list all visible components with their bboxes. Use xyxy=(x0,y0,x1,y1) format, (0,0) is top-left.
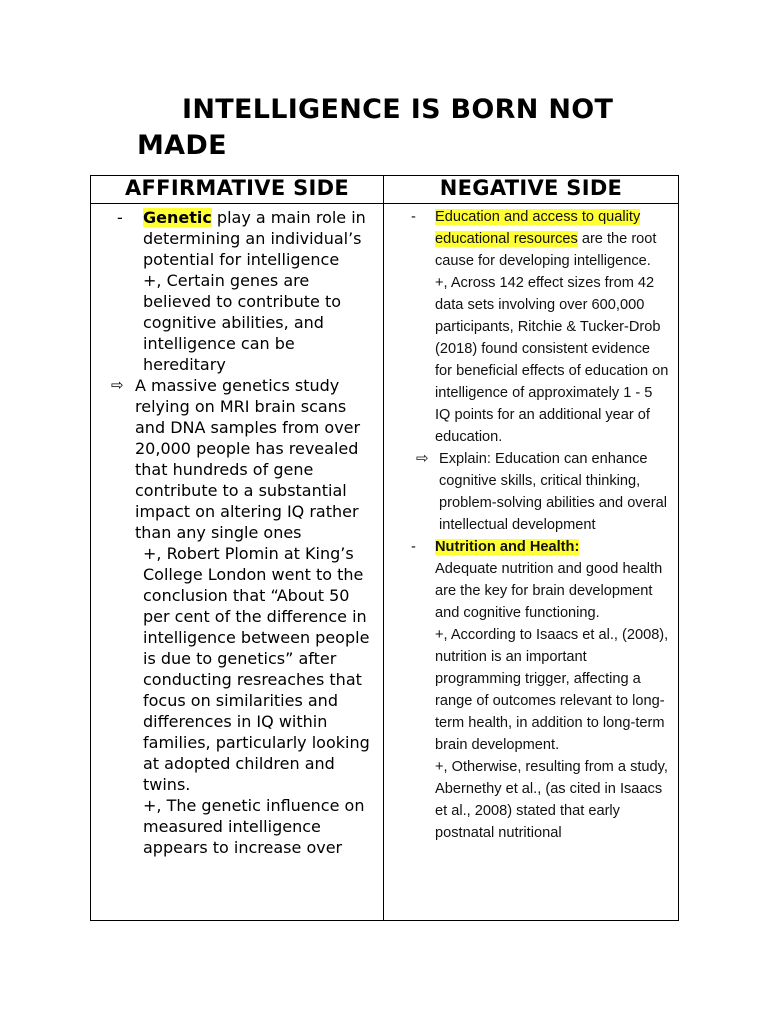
negative-bullet-nutrition xyxy=(384,536,678,558)
explain-text: Explain: Education can enhance cognitive skills, critical thinking, problem-solving abilities and overal intellectual development xyxy=(439,451,667,533)
affirmative-header: AFFIRMATIVE SIDE xyxy=(91,176,384,204)
negative-abernethy-point: +, Otherwise, resulting from a study, Abernethy et al., (as cited in Isaacs et al., 2008) stated that early postnatal nutritional xyxy=(435,759,668,841)
arrow-icon: ⇨ xyxy=(416,450,429,467)
table-header-row xyxy=(91,176,679,204)
dash-marker: - xyxy=(117,208,123,227)
negative-header: NEGATIVE SIDE xyxy=(384,176,679,204)
dash-marker: - xyxy=(411,209,416,225)
negative-cell xyxy=(384,204,679,921)
negative-bullet-education xyxy=(384,204,678,272)
affirmative-plomin-point: +, Robert Plomin at King’s College London went to the conclusion that “About 50 per cent of the difference in intelligence between people is due to genetics” after conducting resreaches that focus on similarities and differences in IQ within families, particularly looking at adopted children and twins. xyxy=(143,544,370,794)
genetic-highlight: Genetic xyxy=(143,208,212,227)
table-body-row xyxy=(91,204,679,921)
affirmative-bullet-genetic xyxy=(91,204,383,270)
genetic-text: play a main role in determining an individual’s potential for intelligence xyxy=(143,208,366,269)
affirmative-genetics-study xyxy=(91,375,383,543)
dash-marker: - xyxy=(411,539,416,555)
arrow-icon: ⇨ xyxy=(111,376,124,394)
education-highlight: Education and access to quality educational resources xyxy=(435,209,641,247)
negative-isaacs-point: +, According to Isaacs et al., (2008), nutrition is an important programming trigger, affecting a range of outcomes relevant to long-term health, in addition to long-term brain development. xyxy=(435,627,669,753)
affirmative-cell xyxy=(91,204,384,921)
negative-education-detail: +, Across 142 effect sizes from 42 data sets involving over 600,000 participants, Ritchie & Tucker-Drob (2018) found consistent evidence for beneficial effects of education on intelligence of approximately 1 - 5 IQ points for an additional year of education. xyxy=(435,275,669,445)
debate-table xyxy=(90,175,679,921)
negative-explain-point xyxy=(384,448,678,536)
document-title: INTELLIGENCE IS BORN NOT MADE xyxy=(137,94,614,161)
affirmative-influence-point: +, The genetic influence on measured intelligence appears to increase over xyxy=(143,796,365,857)
genetics-study-text: A massive genetics study relying on MRI brain scans and DNA samples from over 20,000 people has revealed that hundreds of gene contribute to a substantial impact on altering IQ rather than any single ones xyxy=(135,376,361,542)
education-text: are the root cause for developing intelligence. xyxy=(435,231,657,269)
negative-nutrition-text: Adequate nutrition and good health are the key for brain development and cognitive functioning. xyxy=(435,561,663,621)
nutrition-highlight: Nutrition and Health: xyxy=(435,539,580,555)
affirmative-genes-detail: +, Certain genes are believed to contribute to cognitive abilities, and intelligence can be hereditary xyxy=(143,271,342,374)
